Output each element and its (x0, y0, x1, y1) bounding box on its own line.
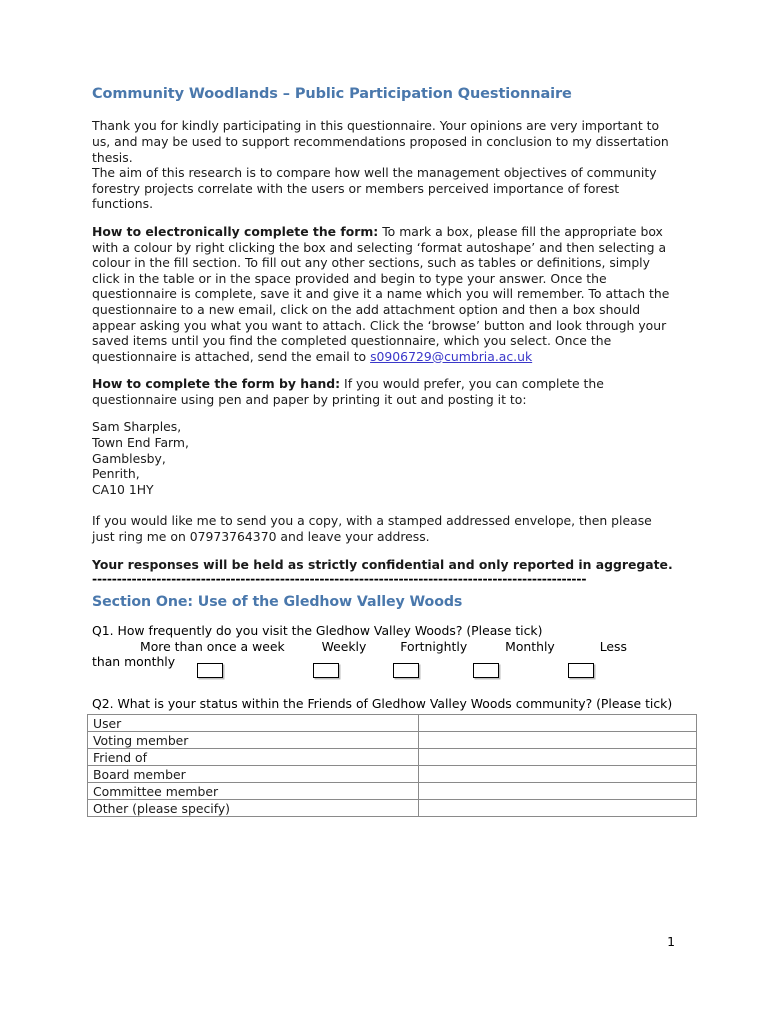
q1-checkbox-fortnightly[interactable] (393, 663, 419, 678)
q1-checkbox-monthly[interactable] (473, 663, 499, 678)
q2-row-label-committee-member: Committee member (88, 783, 419, 800)
q1-option-label-fortnightly: Fortnightly (400, 638, 468, 654)
address-line-3: Gamblesby, (92, 450, 166, 466)
intro-paragraph-2: The aim of this research is to compare how well the management objectives of community forestry projects correlate with the users or members perceived importance of forest functions. (92, 165, 657, 212)
q1-option-label-monthly: Monthly (505, 638, 555, 654)
table-row[interactable] (88, 783, 697, 800)
q1-checkbox-weekly[interactable] (313, 663, 339, 678)
q1-option-label-less: Less (599, 638, 627, 654)
hand-instructions-body: If you would prefer, you can complete the questionnaire using pen and paper by printing it out and posting it to: (92, 376, 604, 407)
email-link[interactable]: s0906729@cumbria.ac.uk (370, 348, 533, 364)
q2-row-label-board-member: Board member (88, 766, 419, 783)
address-line-4: Penrith, (92, 466, 140, 482)
q2-status-table (87, 714, 697, 817)
q2-row-label-user: User (88, 715, 419, 732)
q2-row-label-friend-of: Friend of (88, 749, 419, 766)
hand-instructions-paragraph (92, 376, 675, 407)
q2-row-answer-voting-member[interactable] (419, 732, 697, 749)
q2-prompt: Q2. What is your status within the Friends of Gledhow Valley Woods community? (Please tick) (92, 696, 673, 712)
hand-instructions-heading: How to complete the form by hand: (92, 376, 341, 392)
postal-address (92, 419, 675, 497)
page-number: 1 (667, 934, 675, 949)
electronic-instructions-heading: How to electronically complete the form: (92, 223, 379, 239)
intro-paragraph-1: Thank you for kindly participating in this questionnaire. Your opinions are very important to us, and may be used to support recommendations proposed in conclusion to my dissertation thesis. (92, 118, 669, 165)
q2-row-answer-committee-member[interactable] (419, 783, 697, 800)
section-separator: ---------------------------------------------------------------------------------------------------- (92, 571, 587, 587)
page-title: Community Woodlands – Public Participation Questionnaire (92, 86, 572, 102)
q2-row-answer-user[interactable] (419, 715, 697, 732)
q1-checkbox-less-than-monthly[interactable] (568, 663, 594, 678)
electronic-instructions-paragraph (92, 224, 675, 364)
address-line-1: Sam Sharples, (92, 419, 182, 435)
table-row[interactable] (88, 715, 697, 732)
q1-option-label-more-than-once-a-week: More than once a week (140, 638, 285, 654)
table-row[interactable] (88, 732, 697, 749)
document-body (92, 86, 675, 949)
phone-note: If you would like me to send you a copy, with a stamped addressed envelope, then please just ring me on 07973764370 and leave your address. (92, 513, 652, 545)
table-row[interactable] (88, 749, 697, 766)
q2-row-label-voting-member: Voting member (88, 732, 419, 749)
q2-row-label-other: Other (please specify) (88, 800, 419, 817)
section-one-title: Section One: Use of the Gledhow Valley Woods (92, 594, 463, 611)
address-line-2: Town End Farm, (92, 435, 189, 451)
q2-row-answer-board-member[interactable] (419, 766, 697, 783)
q2-row-answer-other[interactable] (419, 800, 697, 817)
electronic-instructions-body: To mark a box, please fill the appropriate box with a colour by right clicking the box and selecting ‘format autoshape’ and then selecting a colour in the fill section. To fill out any other sections, such as tables or definitions, simply click in the table or in the space provided and begin to type your answer. Once the questionnaire is complete, save it and give it a name which you will remember. To attach the questionnaire to a new email, click on the add attachment option and then a box should appear asking you what you want to attach. Click the ‘browse’ button and look through your saved items until you find the completed questionnaire, which you select. Once the questionnaire is attached, send the email to (92, 223, 670, 364)
q2-row-answer-friend-of[interactable] (419, 749, 697, 766)
question-1 (92, 623, 675, 680)
q1-option-labels-row (92, 639, 675, 655)
confidentiality-statement: Your responses will be held as strictly confidential and only reported in aggregate. (92, 556, 673, 572)
table-row[interactable] (88, 800, 697, 817)
q1-option-label-than-monthly: than monthly (92, 654, 176, 670)
q1-prompt: Q1. How frequently do you visit the Gledhow Valley Woods? (Please tick) (92, 623, 543, 639)
question-2 (92, 696, 675, 817)
q1-checkbox-more-than-once-a-week[interactable] (197, 663, 223, 678)
table-row[interactable] (88, 766, 697, 783)
q1-checkbox-row (92, 654, 675, 680)
address-line-5: CA10 1HY (92, 481, 154, 497)
q1-option-label-weekly: Weekly (321, 638, 367, 654)
